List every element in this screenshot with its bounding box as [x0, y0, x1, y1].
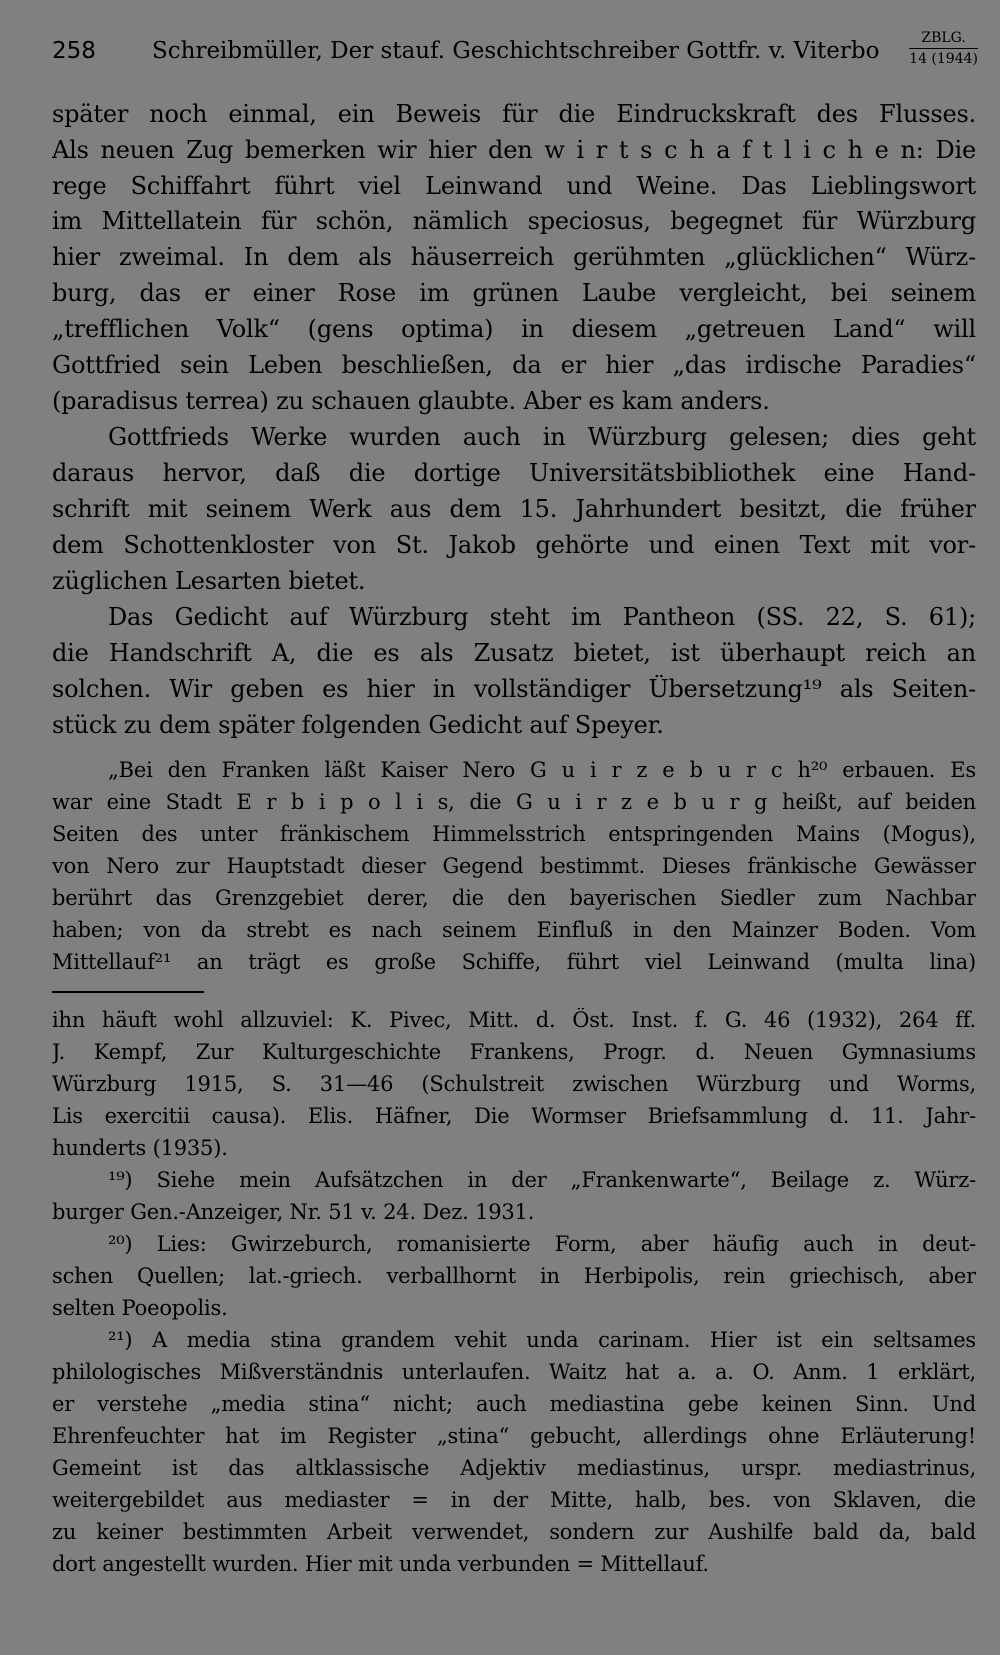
footnote-line: burger Gen.-Anzeiger, Nr. 51 v. 24. Dez. 1931.	[52, 1200, 535, 1224]
body-line: daraus hervor, daß die dortige Universitätsbibliothek eine Hand-	[52, 459, 976, 487]
quote-line: Seiten des unter fränkischem Himmelsstrich entspringenden Mains (Mogus),	[52, 822, 976, 846]
body-line: burg, das er einer Rose im grünen Laube vergleicht, bei seinem	[52, 279, 976, 307]
quote-line: war eine Stadt E r b i p o l i s, die G u i r z e b u r g heißt, auf beiden	[52, 790, 976, 814]
body-line: dem Schottenkloster von St. Jakob gehörte und einen Text mit vor-	[52, 531, 976, 559]
footnote-line: dort angestellt wurden. Hier mit unda verbunden = Mittellauf.	[52, 1552, 709, 1576]
body-line: (paradisus terrea) zu schauen glaubte. Aber es kam anders.	[52, 387, 770, 415]
body-line: stück zu dem später folgenden Gedicht auf Speyer.	[52, 711, 664, 739]
running-header	[52, 30, 978, 76]
body-line: Das Gedicht auf Würzburg steht im Pantheon (SS. 22, S. 61);	[108, 603, 976, 631]
footnote-line: selten Poeopolis.	[52, 1296, 228, 1320]
body-line: Gottfried sein Leben beschließen, da er hier „das irdische Paradies“	[52, 351, 976, 379]
footnote-line: hunderts (1935).	[52, 1136, 228, 1160]
footnote-line: ihn häuft wohl allzuviel: K. Pivec, Mitt. d. Öst. Inst. f. G. 46 (1932), 264 ff.	[52, 1008, 976, 1032]
footnote-line: Gemeint ist das altklassische Adjektiv mediastinus, urspr. mediastrinus,	[52, 1456, 976, 1480]
body-line: Als neuen Zug bemerken wir hier den w i r t s c h a f t l i c h e n: Die	[52, 136, 976, 164]
quote-line: Mittellauf²¹ an trägt es große Schiffe, führt viel Leinwand (multa lina)	[52, 950, 976, 974]
footnote-19: ¹⁹) Siehe mein Aufsätzchen in der „Frankenwarte“, Beilage z. Würz-	[108, 1168, 976, 1192]
footnote-line: philologisches Mißverständnis unterlaufen. Waitz hat a. a. O. Anm. 1 erklärt,	[52, 1360, 976, 1384]
body-line: solchen. Wir geben es hier in vollständiger Übersetzung¹⁹ als Seiten-	[52, 675, 976, 703]
footnote-separator	[52, 991, 204, 993]
footnote-line: er verstehe „media stina“ nicht; auch mediastina gebe keinen Sinn. Und	[52, 1392, 976, 1416]
running-title: Schreibmüller, Der stauf. Geschichtschreiber Gottfr. v. Viterbo	[152, 38, 880, 64]
footnote-line: Lis exercitii causa). Elis. Häfner, Die Wormser Briefsammlung d. 11. Jahr-	[52, 1104, 976, 1128]
footnote-line: Würzburg 1915, S. 31—46 (Schulstreit zwischen Würzburg und Worms,	[52, 1072, 976, 1096]
footnote-20: ²⁰) Lies: Gwirzeburch, romanisierte Form, aber häufig auch in deut-	[108, 1232, 976, 1256]
journal-reference	[909, 30, 978, 68]
journal-abbreviation: ZBLG.	[909, 30, 978, 49]
footnote-21: ²¹) A media stina grandem vehit unda carinam. Hier ist ein seltsames	[108, 1328, 976, 1352]
body-line: rege Schiffahrt führt viel Leinwand und Weine. Das Lieblingswort	[52, 172, 976, 200]
quote-line: von Nero zur Hauptstadt dieser Gegend bestimmt. Dieses fränkische Gewässer	[52, 854, 976, 878]
body-line: züglichen Lesarten bietet.	[52, 567, 366, 595]
body-line: im Mittellatein für schön, nämlich speciosus, begegnet für Würzburg	[52, 207, 976, 235]
footnote-line: zu keiner bestimmten Arbeit verwendet, sondern zur Aushilfe bald da, bald	[52, 1520, 976, 1544]
footnote-line: schen Quellen; lat.-griech. verballhornt in Herbipolis, rein griechisch, aber	[52, 1264, 976, 1288]
body-line: hier zweimal. In dem als häuserreich gerühmten „glücklichen“ Würz-	[52, 243, 976, 271]
quote-line: haben; von da strebt es nach seinem Einfluß in den Mainzer Boden. Vom	[52, 918, 976, 942]
footnote-line: J. Kempf, Zur Kulturgeschichte Frankens, Progr. d. Neuen Gymnasiums	[52, 1040, 976, 1064]
quote-line: berührt das Grenzgebiet derer, die den bayerischen Siedler zum Nachbar	[52, 886, 976, 910]
body-line: die Handschrift A, die es als Zusatz bietet, ist überhaupt reich an	[52, 639, 976, 667]
quote-line: „Bei den Franken läßt Kaiser Nero G u i r z e b u r c h²⁰ erbauen. Es	[108, 758, 976, 782]
body-line: schrift mit seinem Werk aus dem 15. Jahrhundert besitzt, die früher	[52, 495, 976, 523]
footnote-line: Ehrenfeuchter hat im Register „stina“ gebucht, allerdings ohne Erläuterung!	[52, 1424, 976, 1448]
body-line: Gottfrieds Werke wurden auch in Würzburg gelesen; dies geht	[108, 423, 976, 451]
body-line: „trefflichen Volk“ (gens optima) in diesem „getreuen Land“ will	[52, 315, 976, 343]
page-number: 258	[52, 38, 96, 64]
body-line: später noch einmal, ein Beweis für die Eindruckskraft des Flusses.	[52, 100, 976, 128]
footnote-line: weitergebildet aus mediaster = in der Mitte, halb, bes. von Sklaven, die	[52, 1488, 976, 1512]
journal-volume: 14 (1944)	[909, 51, 978, 67]
